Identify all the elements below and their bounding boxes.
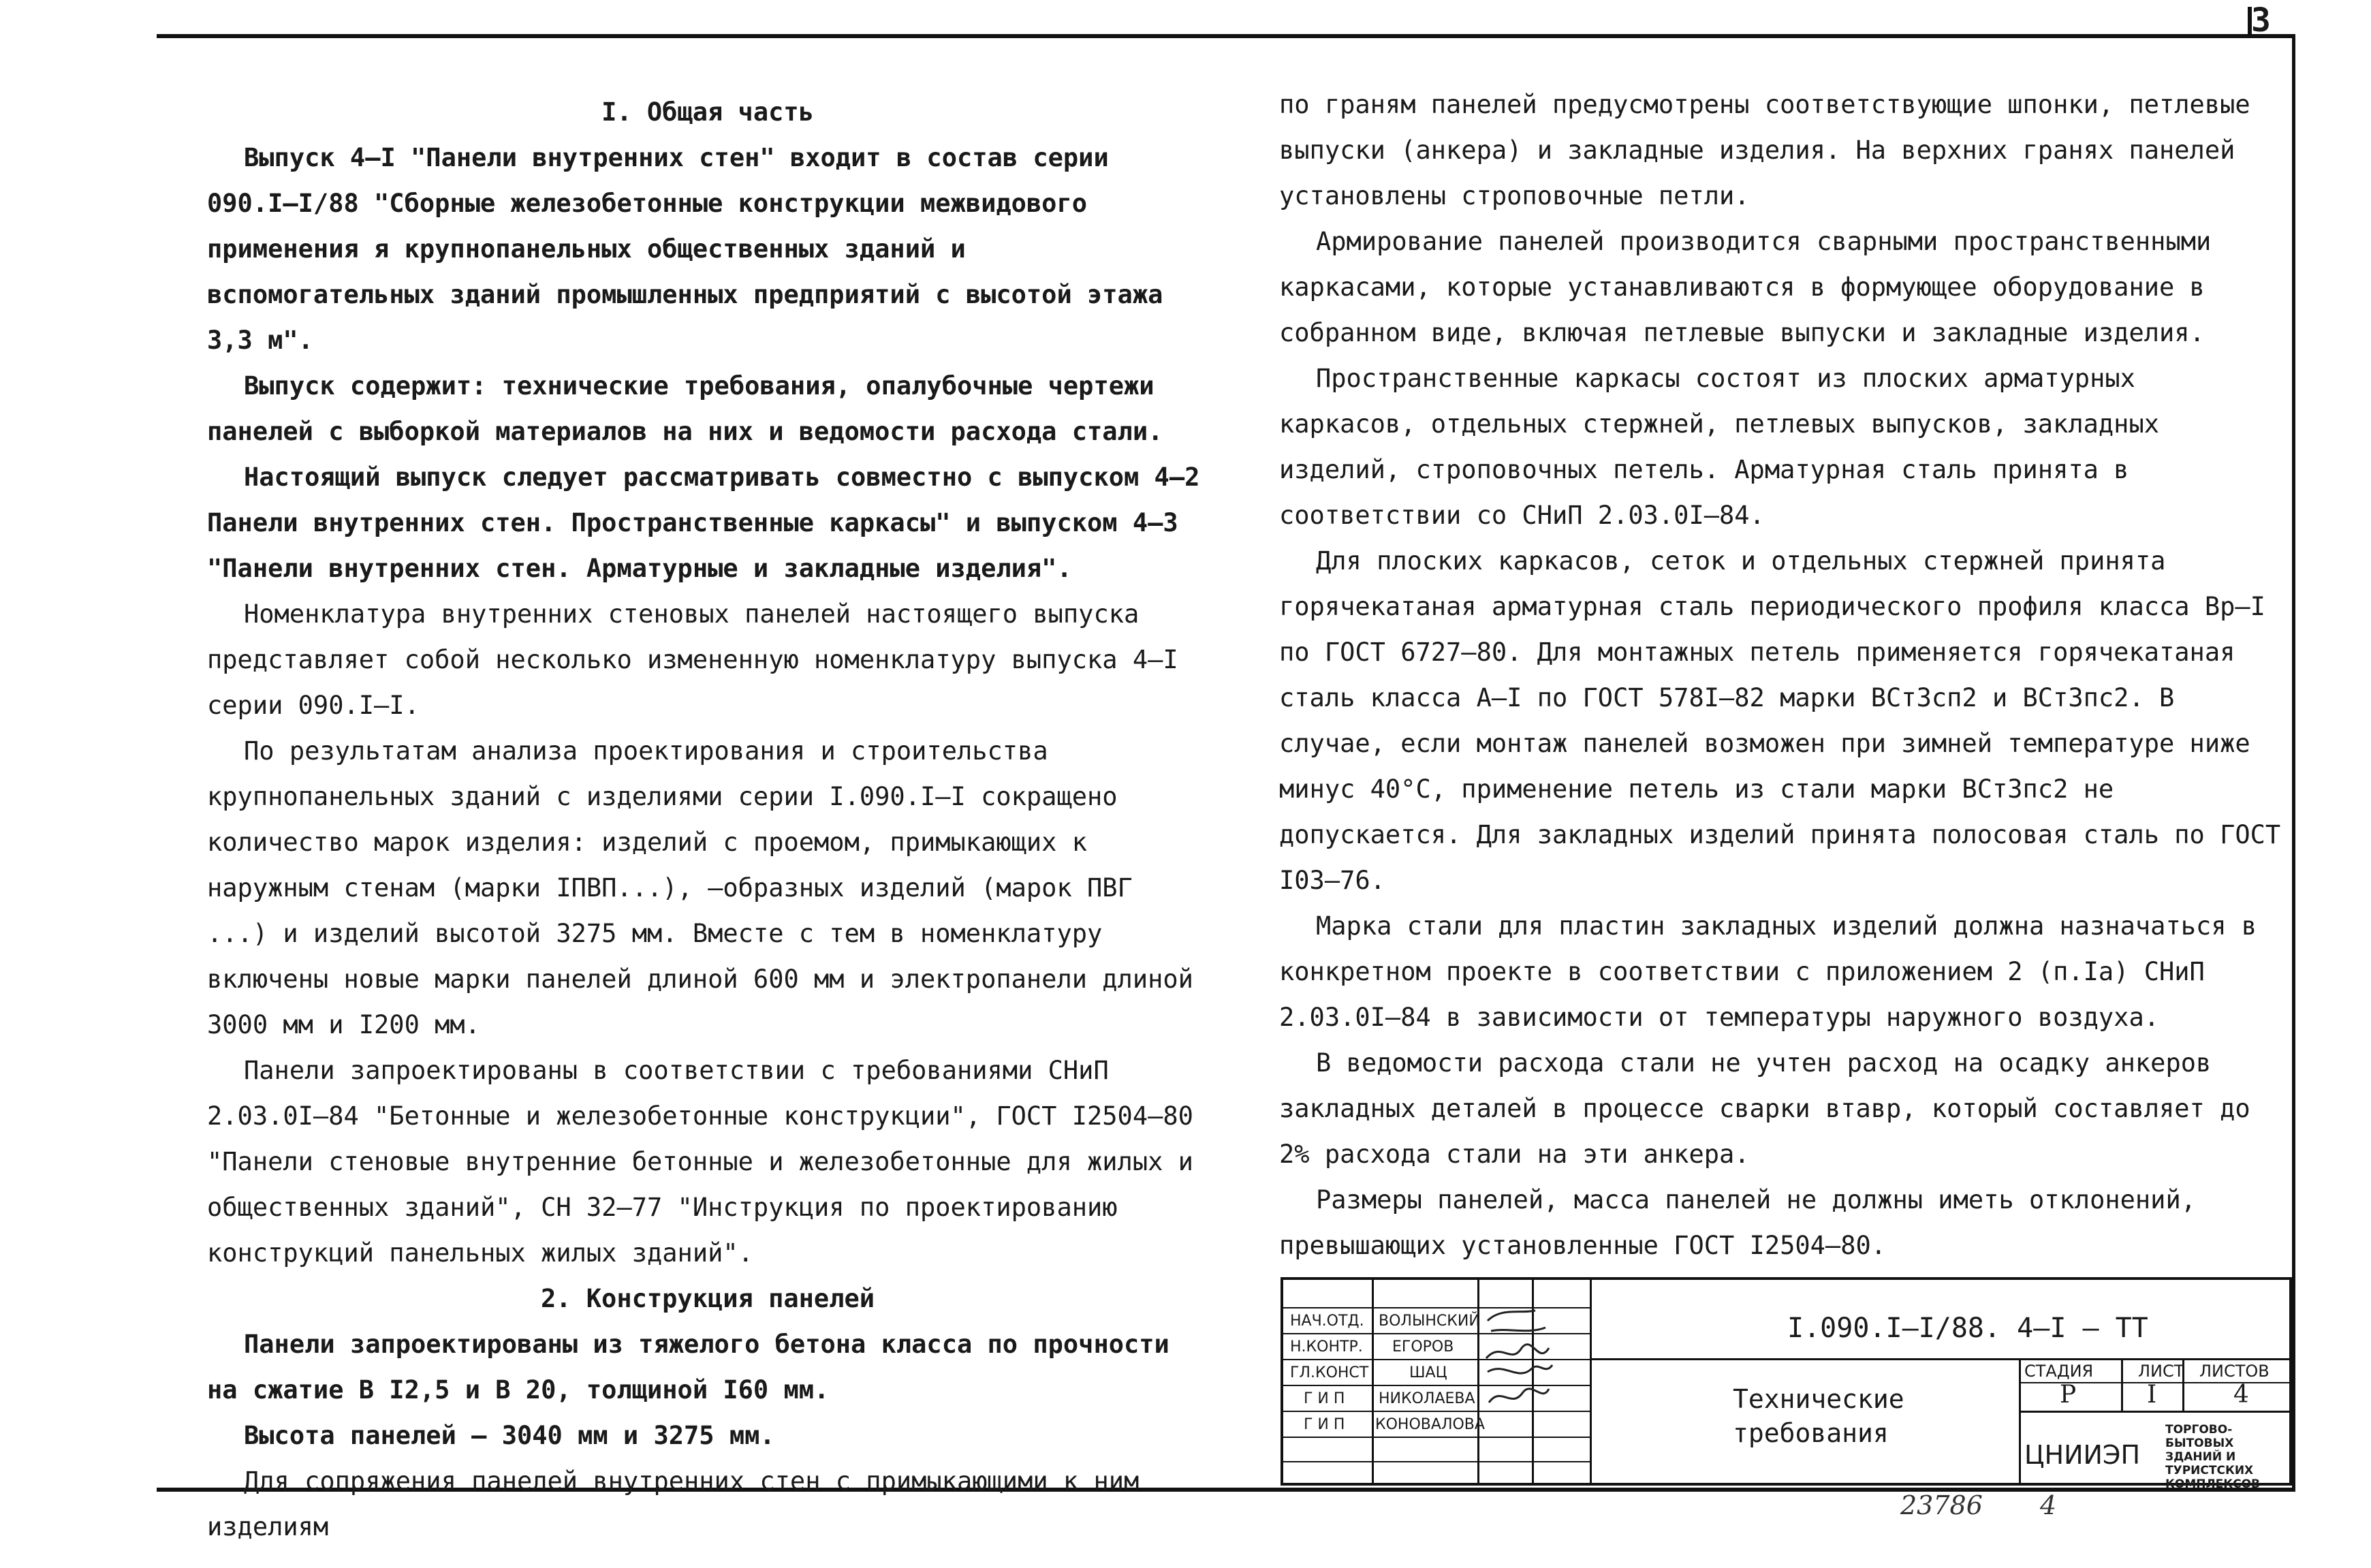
signer-role: ГЛ.КОНСТ	[1290, 1364, 1369, 1381]
paragraph: Размеры панелей, масса панелей не должны иметь отклонений, превышающих установленные ГОСТ I2504–80.	[1279, 1185, 2197, 1260]
handwritten-number: 4	[2040, 1490, 2057, 1520]
signer-role: Г И П	[1304, 1416, 1345, 1433]
stage-label: СТАДИЯ	[2024, 1362, 2094, 1381]
signer-name: ШАЦ	[1409, 1364, 1447, 1381]
sheets-label: ЛИСТОВ	[2199, 1362, 2270, 1381]
signer-role: Г И П	[1304, 1390, 1345, 1407]
paragraph: Панели запроектированы в соответствии с требованиями СНиП 2.03.0I–84 "Бетонные и железобетонные конструкции", ГОСТ I2504–80 "Панели стеновые внутренние бетонные и железобетонные для жилых и общественных зданий", СН 32–77 "Инструкция по проектированию конструкций панельных жилых зданий".	[207, 1056, 1193, 1268]
stamp-line	[2019, 1411, 2289, 1413]
paragraph: Высота панелей – 3040 мм и 3275 мм.	[244, 1421, 775, 1450]
stamp-line	[1372, 1280, 1374, 1483]
organization-name: ЦНИИЭП	[2024, 1440, 2141, 1470]
paragraph: Марка стали для пластин закладных изделий должна назначаться в конкретном проекте в соответствии с приложением 2 (п.Iа) СНиП 2.03.0I–84 в зависимости от температуры наружного воздуха.	[1279, 911, 2257, 1032]
paragraph: Для плоских каркасов, сеток и отдельных стержней принята горячекатаная арматурная сталь периодического профиля класса Вр–I по ГОСТ 6727–80. Для монтажных петель применяется горячекатаная сталь класса А–I по ГОСТ 578I–82 марки ВСт3сп2 и ВСт3пс2. В случае, если монтаж панелей возможен при зимней температуре ниже минус 40°С, применение петель из стали марки ВСт3пс2 не допускается. Для закладных изделий принята полосовая сталь по ГОСТ I03–76.	[1279, 546, 2281, 895]
paragraph: В ведомости расхода стали не учтен расход на осадку анкеров закладных деталей в процессе сварки втавр, который составляет до 2% расхода стали на эти анкера.	[1279, 1048, 2250, 1169]
signer-role: Н.КОНТР.	[1290, 1338, 1363, 1355]
paragraph: Выпуск содержит: технические требования, опалубочные чертежи панелей с выборкой материалов на них и ведомости расхода стали.	[207, 371, 1163, 446]
paragraph: Номенклатура внутренних стеновых панелей настоящего выпуска представляет собой несколько измененную номенклатуру выпуска 4–I серии 090.I–I.	[207, 599, 1178, 720]
paragraph: Панели запроектированы из тяжелого бетона класса по прочности на сжатие В I2,5 и В 20, толщиной I60 мм.	[207, 1330, 1169, 1405]
left-column	[207, 89, 1208, 1550]
signer-name: ЕГОРОВ	[1392, 1338, 1454, 1355]
sheet-label: ЛИСТ	[2138, 1362, 2184, 1381]
paragraph: Армирование панелей производится сварными пространственными каркасами, которые устанавливаются в формующее оборудование в собранном виде, включая петлевые выпуски и закладные изделия.	[1279, 227, 2212, 347]
inventory-number: 23786	[1900, 1490, 1983, 1520]
sheets-value: 4	[2233, 1381, 2249, 1409]
section2-title: 2. Конструкция панелей	[540, 1284, 875, 1313]
page-number: 3	[2251, 1, 2271, 40]
stamp-line	[1283, 1461, 1590, 1462]
stamp-line	[2019, 1358, 2021, 1483]
document-title: Технические требования	[1733, 1384, 1904, 1448]
signature-scribble	[1481, 1300, 1556, 1416]
paragraph: По результатам анализа проектирования и строительства крупнопанельных зданий с изделиями серии I.090.I–I сокращено количество марок изделия: изделий с проемом, примыкающих к наружным стенам (марки IПВП...), –образных изделий (марок ПВГ ...) и изделий высотой 3275 мм. Вместе с тем в номенклатуру включены новые марки панелей длиной 600 мм и электропанели длиной 3000 мм и I200 мм.	[207, 736, 1193, 1039]
paragraph: Настоящий выпуск следует рассматривать совместно с выпуском 4–2 Панели внутренних стен. Пространственные каркасы" и выпуском 4–3 "Панели внутренних стен. Арматурные и закладные изделия".	[207, 462, 1200, 583]
section1-title: I. Общая часть	[601, 97, 814, 127]
signer-name: КОНОВАЛОВА	[1375, 1416, 1485, 1433]
organization-description: ТОРГОВО-БЫТОВЫХ ЗДАНИЙ И ТУРИСТСКИХ КОМПЛЕКСОВ	[2165, 1423, 2261, 1491]
paragraph: Выпуск 4–I "Панели внутренних стен" входит в состав серии 090.I–I/88 "Сборные железобетонные конструкции межвидового применения я крупнопанельных общественных зданий и вспомогательных зданий промышленных предприятий с высотой этажа 3,3 м".	[207, 143, 1163, 355]
signer-name: ВОЛЫНСКИЙ	[1379, 1313, 1480, 1330]
stamp-line	[1477, 1280, 1479, 1483]
right-column	[1279, 82, 2286, 1268]
sheet-value: I	[2147, 1381, 2157, 1409]
paragraph: по граням панелей предусмотрены соответствующие шпонки, петлевые выпуски (анкера) и закладные изделия. На верхних гранях панелей установлены строповочные петли.	[1279, 90, 2250, 210]
stamp-line	[2121, 1358, 2123, 1411]
stamp-line	[1590, 1280, 1592, 1483]
paragraph: Для сопряжения панелей внутренних стен с примыкающими к ним изделиям	[207, 1467, 1140, 1541]
signer-role: НАЧ.ОТД.	[1290, 1313, 1364, 1330]
document-code: I.090.I–I/88. 4–I – ТТ	[1787, 1313, 2148, 1344]
stage-value: Р	[2060, 1381, 2077, 1409]
title-block	[1281, 1277, 2292, 1491]
paragraph: Пространственные каркасы состоят из плоских арматурных каркасов, отдельных стержней, петлевых выпусков, закладных изделий, строповочных петель. Арматурная сталь принята в соответствии со СНиП 2.03.0I–84.	[1279, 364, 2160, 530]
stamp-line	[1283, 1437, 1590, 1438]
signer-name: НИКОЛАЕВА	[1379, 1390, 1475, 1407]
